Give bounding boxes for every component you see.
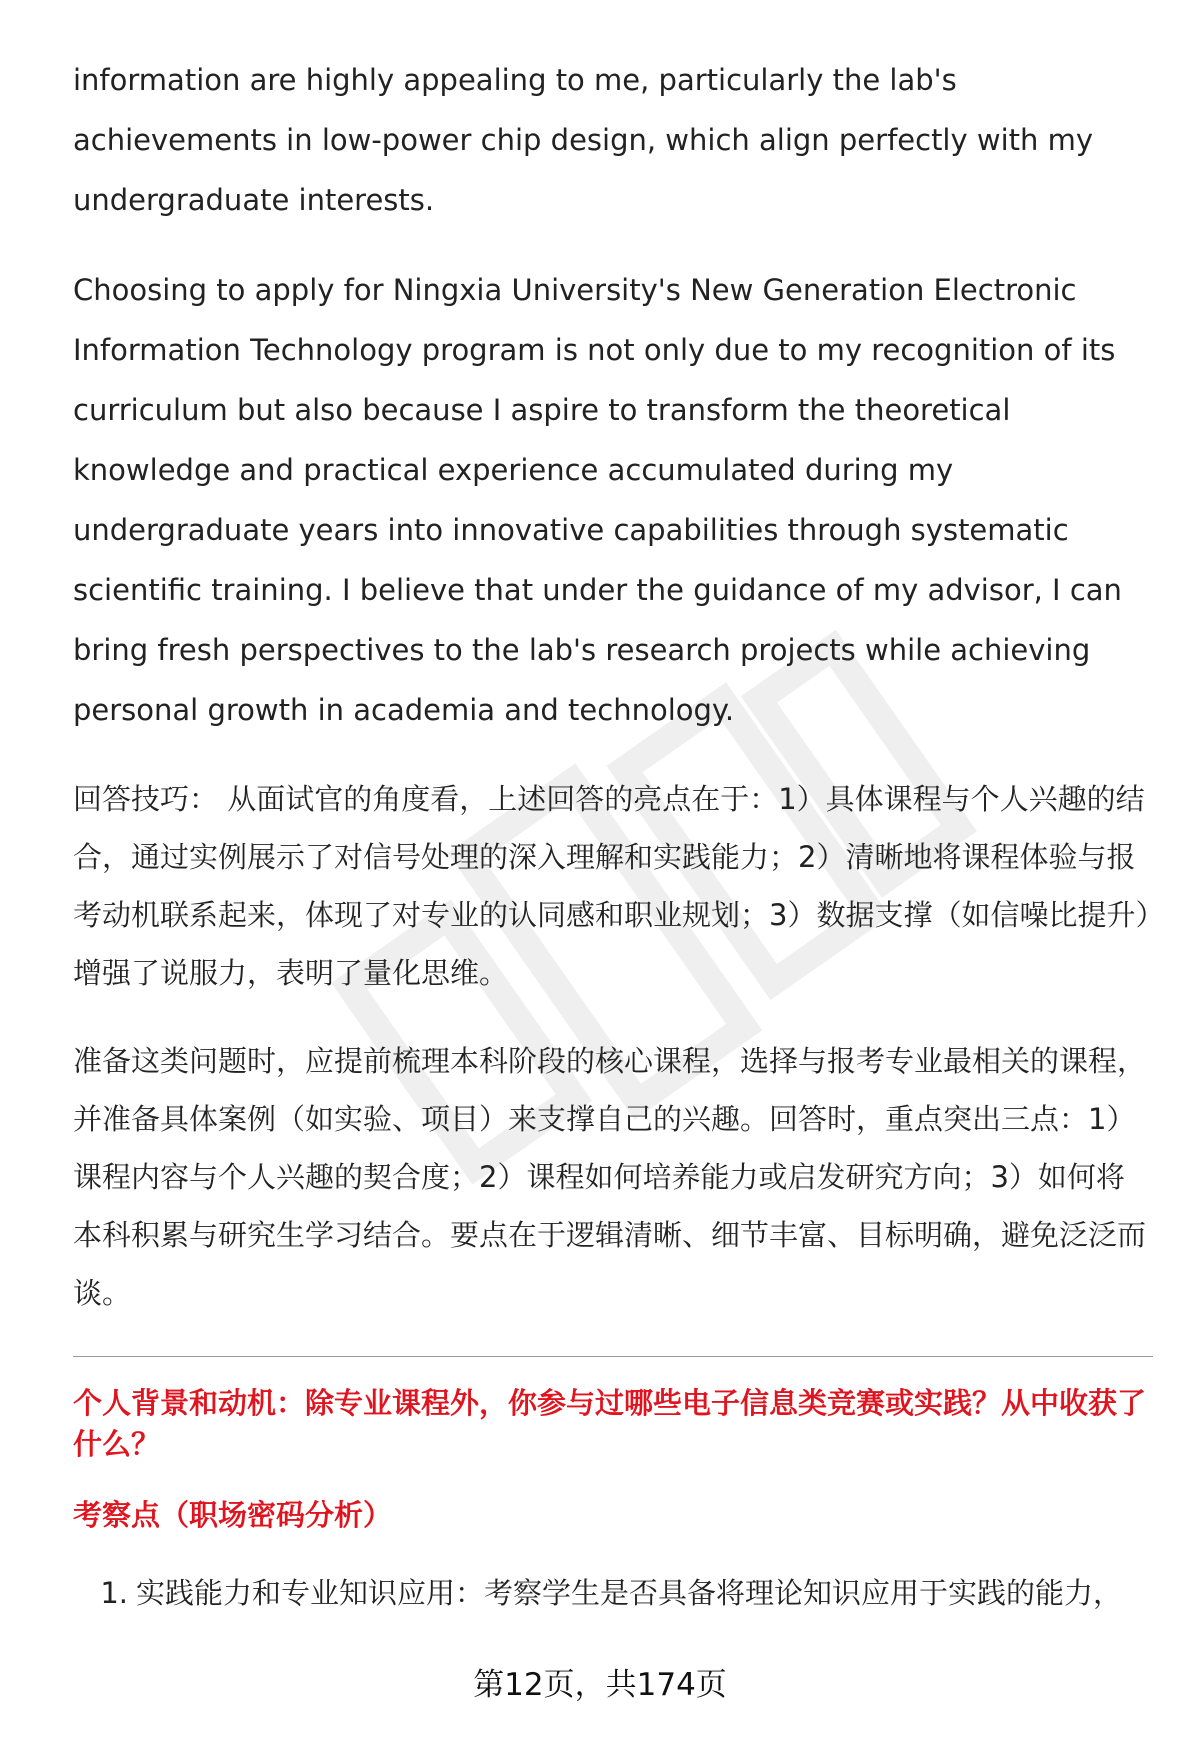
section-divider (73, 1356, 1153, 1357)
assessment-points-list (73, 1564, 1153, 1622)
page-number: 第12页，共174页 (473, 1667, 727, 1703)
paragraph-application-motivation: Choosing to apply for Ningxia University's New Generation Electronic Information Technology program is not only due to my recognition of its curriculum but also because I aspire to transform the theoretical knowledge and practical experience accumulated during my undergraduate years into innovative capabilities through systematic scientific training. I believe that under the guidance of my advisor, I can bring fresh perspectives to the lab's research projects while achieving personal growth in academia and technology. (73, 273, 1122, 727)
list-item (73, 1564, 1153, 1622)
paragraph-answer-tip: 回答技巧： 从面试官的角度看，上述回答的亮点在于：1）具体课程与个人兴趣的结合，通过实例展示了对信号处理的深入理解和实践能力；2）清晰地将课程体验与报考动机联系起来，体现了对专业的认同感和职业规划；3）数据支撑（如信噪比提升）增强了说服力，表明了量化思维。 (73, 782, 1150, 990)
list-item-text: 实践能力和专业知识应用：考察学生是否具备将理论知识应用于实践的能力， (136, 1576, 1123, 1610)
question-title: 个人背景和动机：除专业课程外，你参与过哪些电子信息类竞赛或实践？从中收获了什么？ (73, 1386, 1147, 1461)
section-heading: 考察点（职场密码分析） (73, 1498, 393, 1532)
document-body (73, 50, 1153, 1622)
list-item-number: 1. (100, 1576, 128, 1610)
paragraph-lab-interest: information are highly appealing to me, particularly the lab's achievements in low-power chip design, which align perfectly with my undergraduate interests. (73, 63, 1094, 217)
paragraph-preparation-tip: 准备这类问题时，应提前梳理本科阶段的核心课程，选择与报考专业最相关的课程，并准备具体案例（如实验、项目）来支撑自己的兴趣。回答时，重点突出三点：1）课程内容与个人兴趣的契合度；2）课程如何培养能力或启发研究方向；3）如何将本科积累与研究生学习结合。要点在于逻辑清晰、细节丰富、目标明确，避免泛泛而谈。 (73, 1044, 1147, 1310)
